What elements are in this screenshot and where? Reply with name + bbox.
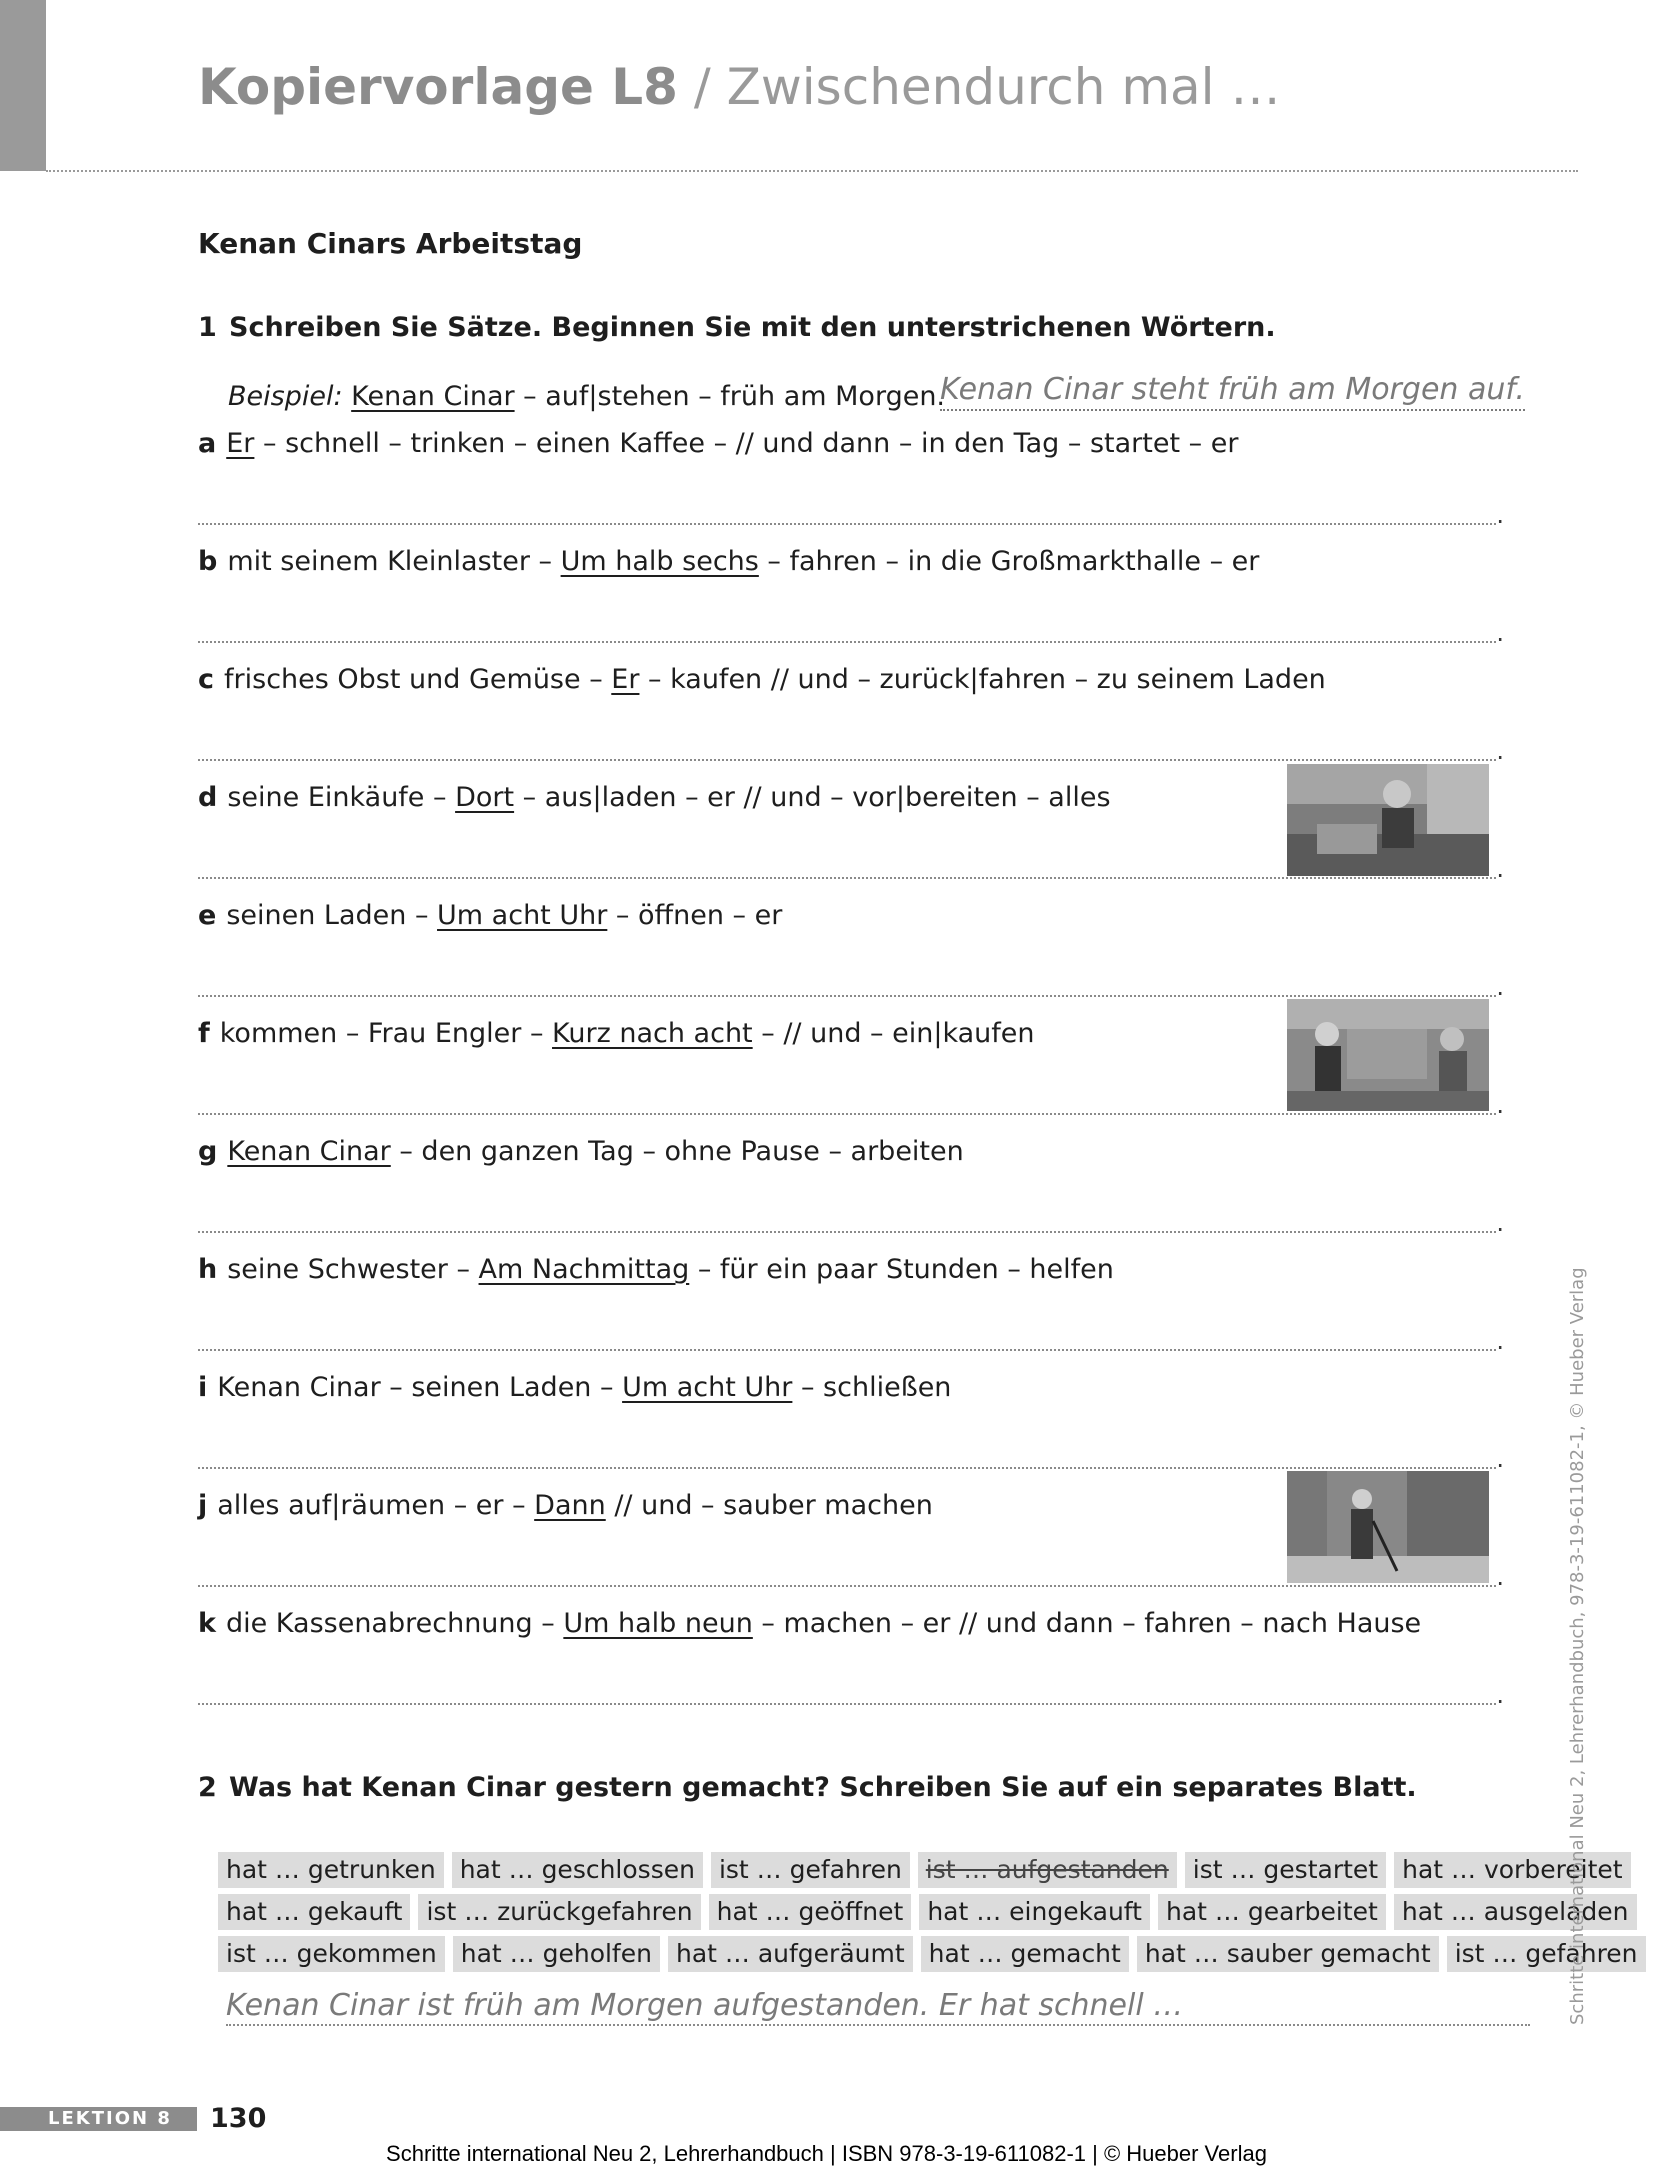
item-text-pre: frisches Obst und Gemüse – [224,664,612,695]
item-letter: k [198,1608,216,1639]
item-letter: e [198,900,217,931]
write-line-g[interactable] [198,1231,1496,1233]
side-copyright [1567,1267,1588,2025]
word-bank-row-2 [218,1894,1637,1930]
word-chip: hat … geschlossen [452,1852,703,1888]
item-underlined-start: Dort [455,782,515,813]
word-chip: hat … vorbereitet [1394,1852,1631,1888]
title-separator: / [693,58,711,116]
item-underlined-start: Um halb sechs [560,546,759,577]
item-text-post: – den ganzen Tag – ohne Pause – arbeiten [390,1136,964,1167]
word-bank-row-3 [218,1936,1646,1972]
footer-text: Schritte international Neu 2, Lehrerhandbuch | ISBN 978-3-19-611082-1 | © Hueber Verlag [386,2141,1267,2166]
word-chip: hat … ausgeladen [1394,1894,1637,1930]
task-text: Schreiben Sie Sätze. Beginnen Sie mit den unterstrichenen Wörtern. [229,312,1276,343]
item-letter: a [198,428,217,459]
word-chip: ist … zurückgefahren [418,1894,700,1930]
item-text-post: – schließen [792,1372,952,1403]
side-copyright-text: Schritte international Neu 2, Lehrerhandbuch, 978-3-19-611082-1, © Hueber Verlag [1567,1267,1588,2025]
item-underlined-start: Er [611,664,640,695]
word-chip: ist … aufgestanden [918,1852,1177,1888]
page-number: 130 [210,2103,267,2134]
example-handwritten-answer: Kenan Cinar steht früh am Morgen auf. [940,372,1525,411]
word-chip: hat … gekauft [218,1894,410,1930]
example-label: Beispiel: [228,381,343,412]
item-underlined-start: Dann [534,1490,606,1521]
item-text-pre: alles auf|räumen – er – [217,1490,535,1521]
write-line-k[interactable] [198,1703,1496,1705]
example-underlined: Kenan Cinar [351,381,515,412]
item-text-post: // und – sauber machen [605,1490,933,1521]
word-chip: hat … gearbeitet [1158,1894,1386,1930]
header-divider [46,170,1578,172]
item-letter: i [198,1372,208,1403]
item-underlined-start: Kurz nach acht [552,1018,753,1049]
photo-unloading-image [1287,764,1489,876]
item-letter: c [198,664,215,695]
section-heading: Kenan Cinars Arbeitstag [198,227,583,260]
exercise-item-j [198,1490,933,1521]
item-text-pre: seine Einkäufe – [227,782,456,813]
word-chip: hat … gemacht [921,1936,1129,1972]
item-underlined-start: Um halb neun [563,1608,753,1639]
word-chip: ist … gefahren [1447,1936,1646,1972]
word-chip: ist … gestartet [1185,1852,1386,1888]
item-letter: b [198,546,218,577]
exercise-item-h [198,1254,1114,1285]
write-line-c[interactable] [198,759,1496,761]
item-text-pre: die Kassenabrechnung – [225,1608,564,1639]
exercise-item-k [198,1608,1421,1639]
item-underlined-start: Am Nachmittag [478,1254,690,1285]
write-line-d[interactable] [198,877,1496,879]
item-text-post: – machen – er // und dann – fahren – nach Hause [752,1608,1422,1639]
write-line-j[interactable] [198,1585,1496,1587]
example-line [228,381,945,412]
word-chip: hat … aufgeräumt [668,1936,913,1972]
word-chip: hat … geöffnet [709,1894,912,1930]
item-text-post: – für ein paar Stunden – helfen [689,1254,1114,1285]
task-1-instruction [198,312,1276,343]
word-chip: ist … gekommen [218,1936,445,1972]
exercise-item-g [198,1136,964,1167]
item-text-pre: Kenan Cinar – seinen Laden – [217,1372,623,1403]
task-2-handwritten-answer: Kenan Cinar ist früh am Morgen aufgestanden. Er hat schnell … [226,1988,1184,2023]
exercise-item-a [198,428,1238,459]
word-chip: ist … gefahren [711,1852,910,1888]
item-text-post: – kaufen // und – zurück|fahren – zu seinem Laden [639,664,1326,695]
write-line-h[interactable] [198,1349,1496,1351]
item-letter: f [198,1018,210,1049]
write-line-e[interactable] [198,995,1496,997]
photo-shop-counter [1287,999,1489,1111]
item-letter: h [198,1254,218,1285]
answer-line [226,2024,1530,2026]
item-text-post: – aus|laden – er // und – vor|bereiten – alles [514,782,1111,813]
item-text-post: – öffnen – er [607,900,783,931]
photo-sweeping [1287,1471,1489,1583]
item-letter: j [198,1490,208,1521]
item-text-pre: seinen Laden – [226,900,438,931]
item-letter: g [198,1136,218,1167]
exercise-item-b [198,546,1259,577]
exercise-item-f [198,1018,1035,1049]
task-number: 1 [198,312,217,343]
item-letter: d [198,782,218,813]
word-chip: hat … getrunken [218,1852,444,1888]
item-text-pre: kommen – Frau Engler – [219,1018,553,1049]
exercise-item-i [198,1372,951,1403]
write-line-f[interactable] [198,1113,1496,1115]
item-underlined-start: Um acht Uhr [437,900,608,931]
item-text-pre: mit seinem Kleinlaster – [227,546,561,577]
write-line-a[interactable] [198,523,1496,525]
word-chip: hat … geholfen [453,1936,660,1972]
word-chip: hat … eingekauft [919,1894,1150,1930]
item-underlined-start: Kenan Cinar [227,1136,391,1167]
title-bold: Kopiervorlage L8 [198,58,678,116]
page-title [198,58,1280,116]
item-underlined-start: Er [226,428,255,459]
item-text-post: – fahren – in die Großmarkthalle – er [758,546,1260,577]
task-text: Was hat Kenan Cinar gestern gemacht? Schreiben Sie auf ein separates Blatt. [229,1772,1417,1803]
lektion-label: LEKTION 8 [0,2107,197,2131]
header-gray-bar [0,0,46,171]
photo-sweeping-image [1287,1471,1489,1583]
exercise-item-c [198,664,1326,695]
title-rest: Zwischendurch mal … [726,58,1281,116]
item-text-pre: seine Schwester – [227,1254,479,1285]
item-text-post: – schnell – trinken – einen Kaffee – // und dann – in den Tag – startet – er [254,428,1239,459]
item-text-post: – // und – ein|kaufen [752,1018,1035,1049]
exercise-item-e [198,900,782,931]
photo-unloading [1287,764,1489,876]
write-line-b[interactable] [198,641,1496,643]
task-2-instruction [198,1772,1417,1803]
word-bank-row-1 [218,1852,1631,1888]
exercise-item-d [198,782,1111,813]
write-line-i[interactable] [198,1467,1496,1469]
item-underlined-start: Um acht Uhr [622,1372,793,1403]
task-number: 2 [198,1772,217,1803]
example-rest: – auf|stehen – früh am Morgen. [514,381,946,412]
photo-shop-counter-image [1287,999,1489,1111]
word-chip: hat … sauber gemacht [1137,1936,1439,1972]
